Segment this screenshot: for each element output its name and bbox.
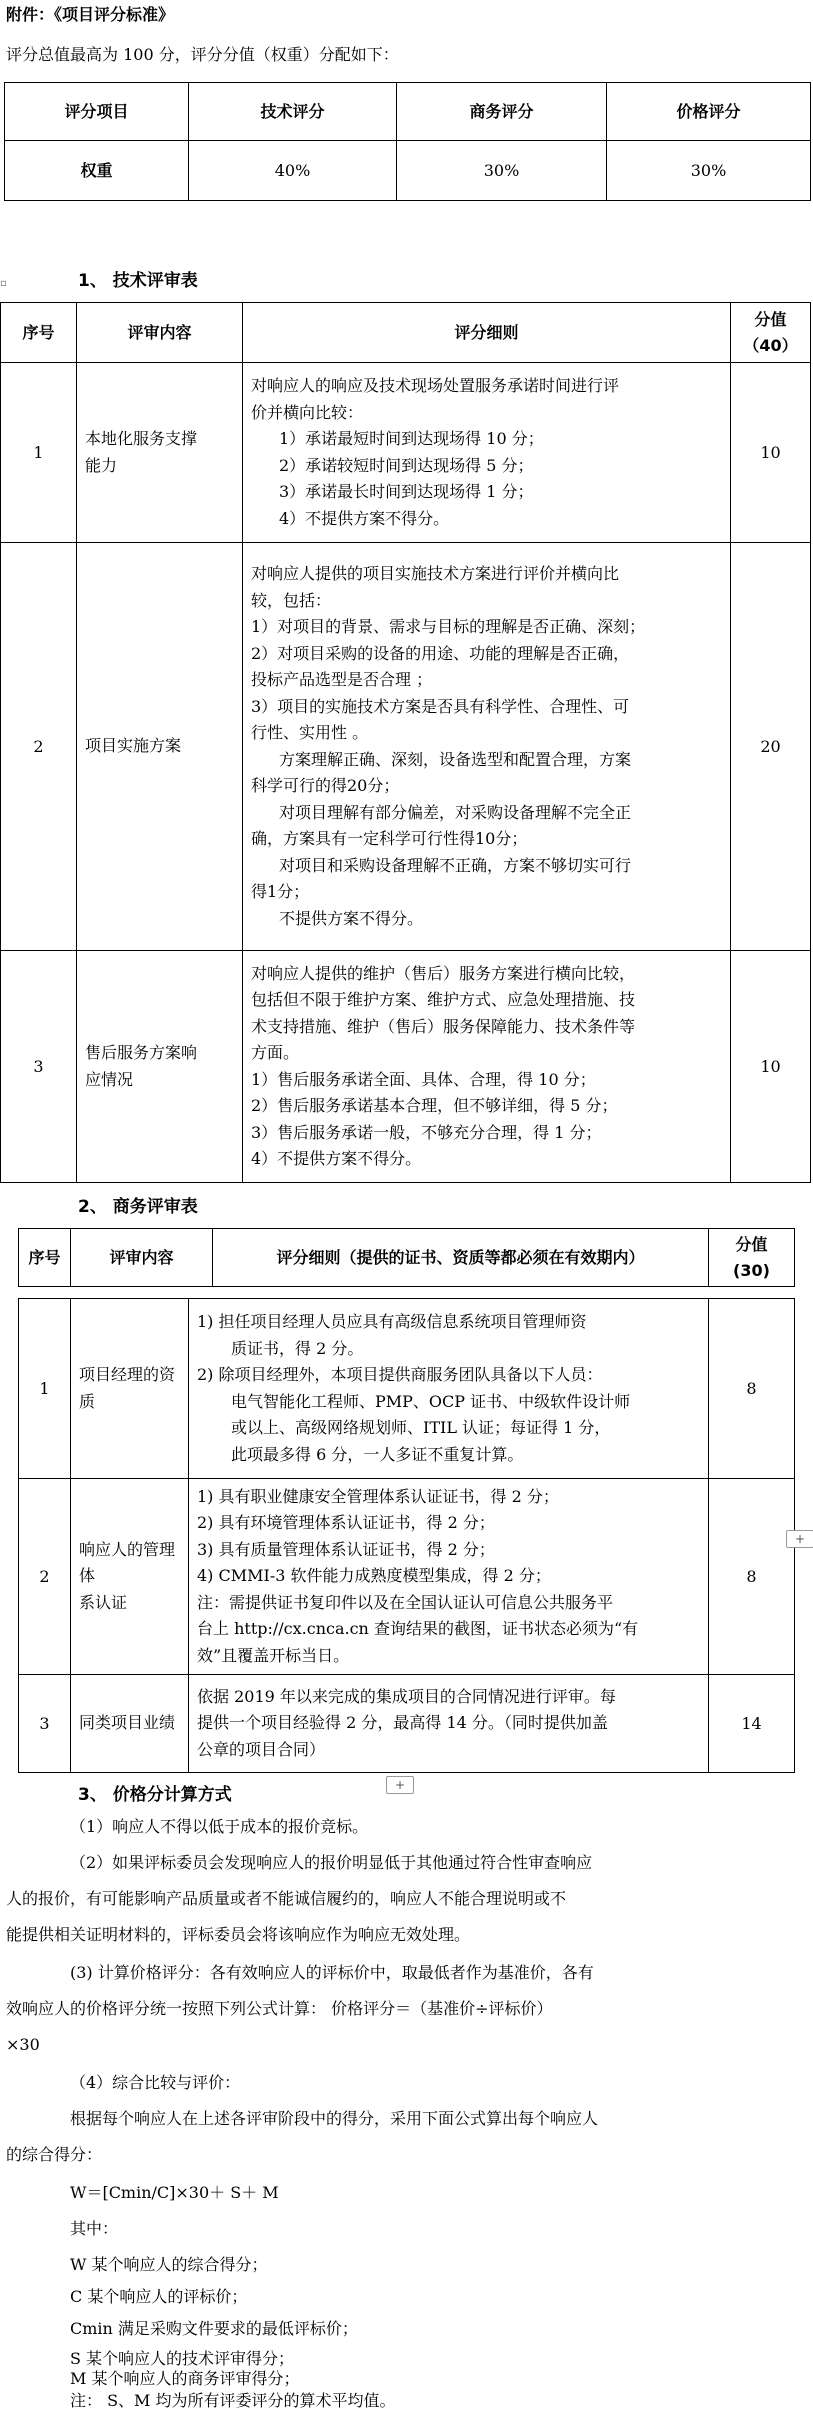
weights-header: 评分项目: [5, 83, 189, 141]
scoring-detail: [189, 1479, 709, 1675]
detail-line: 2) 除项目经理外，本项目提供商服务团队具备以下人员：: [197, 1365, 603, 1384]
scoring-detail: [189, 1299, 709, 1479]
detail-line: 2）对项目采购的设备的用途、功能的理解是否正确，: [251, 643, 630, 663]
detail-line: 效”且覆盖开标当日。: [197, 1645, 350, 1665]
weights-header: 技术评分: [189, 83, 397, 141]
scoring-detail: [243, 363, 731, 543]
detail-line: 质证书，得 2 分。: [231, 1338, 364, 1358]
row-number: 3: [1, 951, 77, 1183]
price-line: （2）如果评标委员会发现响应人的报价明显低于其他通过符合性审查响应: [70, 1853, 593, 1872]
row-number: 1: [1, 363, 77, 543]
price-section-title: 3、 价格分计算方式: [78, 1785, 232, 1805]
review-item-line: 系认证: [79, 1592, 128, 1612]
detail-line: 此项最多得 6 分，一人多证不重复计算。: [231, 1444, 524, 1464]
scoring-detail: [243, 543, 731, 951]
biz-header-table: [18, 1228, 795, 1287]
review-item: [71, 1479, 189, 1675]
table-row: [19, 1299, 795, 1479]
weights-header: 价格评分: [607, 83, 811, 141]
price-line: ×30: [6, 2035, 40, 2054]
biz-header: 序号: [19, 1229, 71, 1287]
detail-line: 得1分；: [251, 882, 310, 901]
review-item: [71, 1299, 189, 1479]
row-number: 3: [19, 1675, 71, 1773]
detail-line: 对响应人提供的项目实施技术方案进行评价并横向比: [251, 564, 620, 583]
detail-line: 对项目理解有部分偏差，对采购设备理解不完全正: [279, 802, 632, 822]
detail-line: 科学可行的得20分；: [251, 776, 400, 795]
price-line: 效响应人的价格评分统一按照下列公式计算： 价格评分＝（基准价÷评标价）: [6, 1999, 553, 2018]
add-row-icon[interactable]: +: [786, 1530, 813, 1548]
review-item: [77, 543, 243, 951]
detail-line: 确，方案具有一定科学可行性得10分；: [251, 829, 528, 848]
legend-line: C 某个响应人的评标价；: [70, 2287, 248, 2306]
tech-header: 评审内容: [77, 303, 243, 363]
score-value: 8: [709, 1479, 795, 1675]
detail-line: 1) 具有职业健康安全管理体系认证证书，得 2 分；: [197, 1486, 559, 1506]
scoring-detail: [243, 951, 731, 1183]
score-value: 20: [731, 543, 811, 951]
detail-line: 2）售后服务承诺基本合理，但不够详细，得 5 分；: [251, 1096, 618, 1115]
score-value: 10: [731, 363, 811, 543]
detail-line: 4）不提供方案不得分。: [251, 1149, 422, 1168]
add-column-icon[interactable]: +: [386, 1776, 414, 1794]
table-row: [1, 363, 811, 543]
tech-header: 序号: [1, 303, 77, 363]
tech-header-score-total: （40）: [743, 335, 798, 355]
biz-section-title: 2、 商务评审表: [78, 1197, 198, 1217]
detail-line: 1) 担任项目经理人员应具有高级信息系统项目管理师资: [197, 1312, 587, 1331]
detail-line: 提供一个项目经验得 2 分，最高得 14 分。（同时提供加盖: [197, 1713, 608, 1733]
price-line: 的综合得分：: [6, 2145, 103, 2164]
detail-line: 3）项目的实施技术方案是否具有科学性、合理性、可: [251, 696, 630, 716]
detail-line: 价并横向比较：: [251, 402, 364, 422]
price-line: （4）综合比较与评价：: [70, 2073, 241, 2092]
review-item-line: 应情况: [85, 1069, 134, 1089]
tech-section-title: 1、 技术评审表: [78, 271, 198, 291]
review-item: [77, 363, 243, 543]
score-value: 10: [731, 951, 811, 1183]
detail-line: 1）承诺最短时间到达现场得 10 分；: [279, 429, 544, 448]
biz-header-score: [709, 1229, 795, 1287]
legend-line: Cmin 满足采购文件要求的最低评标价；: [70, 2319, 358, 2338]
detail-line: 4）不提供方案不得分。: [279, 508, 450, 528]
tech-header: 评分细则: [243, 303, 731, 363]
detail-line: 或以上、高级网络规划师、ITIL 认证；每证得 1 分，: [231, 1418, 611, 1437]
detail-line: 注：需提供证书复印件以及在全国认证认可信息公共服务平: [197, 1592, 614, 1612]
review-item-line: 同类项目业绩: [79, 1713, 176, 1733]
note-line: 注： S、M 均为所有评委评分的算术平均值。: [70, 2391, 396, 2410]
price-line: 其中：: [70, 2219, 119, 2238]
detail-line: 3）承诺最长时间到达现场得 1 分；: [279, 482, 534, 501]
weights-header: 商务评分: [397, 83, 607, 141]
detail-line: 不提供方案不得分。: [279, 908, 424, 928]
price-line: 能提供相关证明材料的，评标委员会将该响应作为响应无效处理。: [6, 1925, 471, 1944]
detail-line: 投标产品选型是否合理 ；: [251, 670, 433, 689]
review-item-line: 能力: [85, 455, 118, 475]
biz-table: [18, 1298, 795, 1773]
biz-header-score-total: (30): [733, 1260, 770, 1280]
detail-line: 公章的项目合同）: [197, 1739, 326, 1759]
detail-line: 2）承诺较短时间到达现场得 5 分；: [279, 455, 534, 475]
review-item-line: 售后服务方案响: [85, 1043, 198, 1062]
table-row: [19, 1675, 795, 1773]
price-line: 根据每个响应人在上述各评审阶段中的得分，采用下面公式算出每个响应人: [70, 2109, 599, 2128]
price-line: （1）响应人不得以低于成本的报价竞标。: [70, 1817, 369, 1836]
price-line: 人的报价，有可能影响产品质量或者不能诚信履约的，响应人不能合理说明或不: [6, 1889, 567, 1908]
biz-header-score-label: 分值: [735, 1234, 768, 1254]
review-item-line: 项目经理的资质: [79, 1365, 176, 1411]
table-row: [19, 1479, 795, 1675]
tech-header-score: [731, 303, 811, 363]
table-row: [1, 543, 811, 951]
table-row: [1, 951, 811, 1183]
scoring-detail: [189, 1675, 709, 1773]
detail-line: 对响应人提供的维护（售后）服务方案进行横向比较，: [251, 963, 636, 983]
detail-line: 对响应人的响应及技术现场处置服务承诺时间进行评: [251, 376, 620, 395]
weights-cell: 30%: [397, 141, 607, 201]
score-value: 8: [709, 1299, 795, 1479]
detail-line: 行性、实用性 。: [251, 723, 369, 742]
attachment-title: 附件：《项目评分标准》: [6, 5, 175, 24]
review-item-line: 项目实施方案: [85, 736, 182, 756]
detail-line: 方面。: [251, 1043, 300, 1062]
detail-line: 方案理解正确、深刻，设备选型和配置合理，方案: [279, 749, 632, 769]
tech-header-score-label: 分值: [754, 309, 787, 329]
row-number: 2: [1, 543, 77, 951]
formula-line: W＝[Cmin/C]×30＋ S＋ M: [70, 2183, 279, 2202]
review-item-line: 响应人的管理体: [79, 1539, 176, 1586]
legend-line: S 某个响应人的技术评审得分；: [70, 2349, 295, 2368]
price-line: (3) 计算价格评分：各有效响应人的评标价中，取最低者作为基准价，各有: [70, 1963, 594, 1982]
review-item: [77, 951, 243, 1183]
score-value: 14: [709, 1675, 795, 1773]
detail-line: 依据 2019 年以来完成的集成项目的合同情况进行评审。每: [197, 1686, 616, 1706]
detail-line: 1）售后服务承诺全面、具体、合理，得 10 分；: [251, 1069, 596, 1089]
biz-header: 评审内容: [71, 1229, 213, 1287]
weights-table: [4, 82, 811, 201]
detail-line: 台上 http://cx.cnca.cn 查询结果的截图，证书状态必须为“有: [197, 1619, 639, 1639]
detail-line: 2) 具有环境管理体系认证证书，得 2 分；: [197, 1513, 495, 1533]
review-item-line: 本地化服务支撑: [85, 429, 198, 448]
detail-line: 电气智能化工程师、PMP、OCP 证书、中级软件设计师: [231, 1391, 631, 1411]
legend-line: W 某个响应人的综合得分；: [70, 2255, 268, 2274]
tech-table: [0, 302, 811, 1183]
paragraph-marker-icon: ▫: [0, 278, 7, 289]
row-number: 1: [19, 1299, 71, 1479]
legend-line: M 某个响应人的商务评审得分；: [70, 2369, 300, 2388]
detail-line: 包括但不限于维护方案、维护方式、应急处理措施、技: [251, 990, 636, 1009]
detail-line: 1）对项目的背景、需求与目标的理解是否正确、深刻；: [251, 617, 646, 636]
intro-text: 评分总值最高为 100 分，评分分值（权重）分配如下：: [6, 45, 399, 64]
weights-cell: 40%: [189, 141, 397, 201]
weights-cell: 30%: [607, 141, 811, 201]
detail-line: 较，包括：: [251, 590, 332, 610]
review-item: [71, 1675, 189, 1773]
biz-header: 评分细则（提供的证书、资质等都必须在有效期内）: [213, 1229, 709, 1287]
weights-cell: 权重: [5, 141, 189, 201]
row-number: 2: [19, 1479, 71, 1675]
detail-line: 3）售后服务承诺一般，不够充分合理，得 1 分；: [251, 1122, 602, 1142]
detail-line: 3) 具有质量管理体系认证证书，得 2 分；: [197, 1539, 495, 1559]
detail-line: 4) CMMI-3 软件能力成熟度模型集成，得 2 分；: [197, 1566, 551, 1586]
detail-line: 对项目和采购设备理解不正确，方案不够切实可行: [279, 855, 632, 875]
detail-line: 术支持措施、维护（售后）服务保障能力、技术条件等: [251, 1016, 636, 1036]
